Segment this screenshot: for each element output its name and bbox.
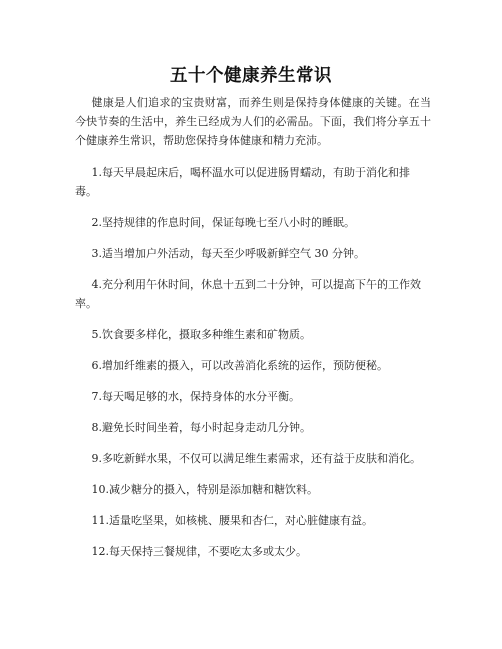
document-title: 五十个健康养生常识 [170,66,332,86]
intro-paragraph: 健康是人们追求的宝贵财富，而养生则是保持身体健康的关键。在当今快节奏的生活中，养生已经成为人们的必需品。下面，我们将分享五十个健康养生常识，帮助您保持身体健康和精力充沛。 [75,96,431,147]
tip-item-7: 7.每天喝足够的水，保持身体的水分平衡。 [91,390,300,403]
tip-item-11: 11.适量吃坚果，如核桃、腰果和杏仁，对心脏健康有益。 [91,514,373,527]
tip-item-9: 9.多吃新鲜水果，不仅可以满足维生素需求，还有益于皮肤和消化。 [91,452,421,465]
tip-item-5: 5.饮食要多样化，摄取多种维生素和矿物质。 [91,328,311,341]
tip-item-4: 4.充分利用午休时间，休息十五到二十分钟，可以提高下午的工作效率。 [75,278,421,310]
tip-item-2: 2.坚持规律的作息时间，保证每晚七至八小时的睡眠。 [91,216,355,229]
tip-item-3: 3.适当增加户外活动，每天至少呼吸新鲜空气 30 分钟。 [91,247,365,260]
tip-item-12: 12.每天保持三餐规律，不要吃太多或太少。 [91,545,307,558]
document-body [75,93,431,573]
tip-item-8: 8.避免长时间坐着，每小时起身走动几分钟。 [91,421,311,434]
tip-item-1: 1.每天早晨起床后，喝杯温水可以促进肠胃蠕动，有助于消化和排毒。 [75,166,410,198]
tip-item-10: 10.减少糖分的摄入，特别是添加糖和糖饮料。 [91,483,318,496]
tip-item-6: 6.增加纤维素的摄入，可以改善消化系统的运作，预防便秘。 [91,359,388,372]
